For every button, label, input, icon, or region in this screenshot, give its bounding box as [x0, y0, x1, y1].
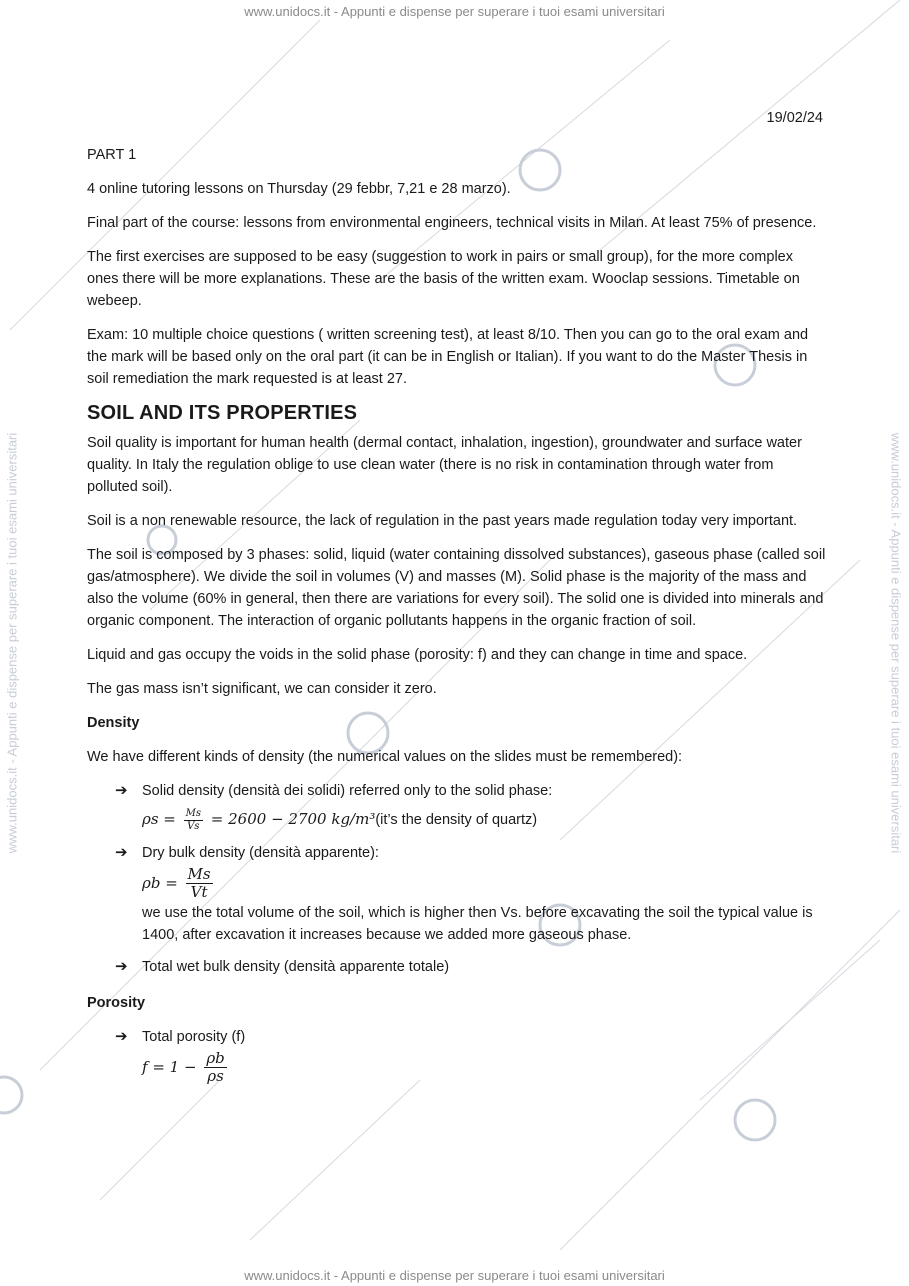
soil-paragraph: Liquid and gas occupy the voids in the solid phase (porosity: f) and they can change in time and space. — [87, 647, 748, 663]
density-heading: Density — [87, 715, 140, 731]
soil-paragraph: Soil quality is important for human health (dermal contact, inhalation, ingestion), groundwater and surface water quality. In Italy the regulation oblige to use clean water (there is no risk in contamination through water from polluted soil). — [87, 435, 802, 495]
watermark-header: www.unidocs.it - Appunti e dispense per superare i tuoi esami universitari — [244, 4, 665, 19]
intro-paragraph: Exam: 10 multiple choice questions ( written screening test), at least 8/10. Then you can go to the oral exam and the mark will be based only on the oral part (it can be in English or Italian). If you want to do the Master Thesis in soil remediation the mark requested is at least 27. — [87, 327, 809, 387]
solid-density-label: Solid density (densità dei solidi) referred only to the solid phase: — [142, 783, 553, 799]
arrow-right-icon: ➔ — [115, 844, 128, 861]
watermark-side-left: www.unidocs.it - Appunti e dispense per superare i tuoi esami universitari — [4, 432, 20, 854]
document-date: 19/02/24 — [766, 110, 823, 126]
list-item-dry-bulk-density — [111, 842, 827, 946]
porosity-heading: Porosity — [87, 994, 146, 1011]
fraction-numerator: ρb — [206, 1048, 225, 1067]
solid-density-formula — [142, 808, 827, 832]
dry-density-label: Dry bulk density (densità apparente): — [142, 845, 379, 861]
list-item-wet-bulk-density — [111, 956, 827, 978]
fraction-denominator: Vs — [187, 820, 200, 832]
formula-lhs: ρb = — [142, 873, 178, 892]
part-label: PART 1 — [87, 147, 137, 163]
density-intro: We have different kinds of density (the numerical values on the slides must be remembered): — [87, 749, 683, 765]
arrow-right-icon: ➔ — [115, 957, 128, 975]
fraction — [186, 866, 213, 902]
intro-paragraph: Final part of the course: lessons from environmental engineers, technical visits in Milan. At least 75% of presence. — [87, 215, 817, 231]
fraction-numerator: Ms — [185, 808, 202, 819]
porosity-list — [111, 1026, 827, 1086]
fraction-denominator: Vt — [190, 883, 208, 902]
document-body — [87, 144, 827, 1095]
fraction — [184, 808, 203, 832]
porosity-formula — [142, 1050, 827, 1086]
fraction-denominator: ρs — [207, 1066, 224, 1085]
total-porosity-label: Total porosity (f) — [142, 1028, 246, 1045]
formula-note: (it’s the density of quartz) — [375, 812, 538, 828]
intro-paragraph: 4 online tutoring lessons on Thursday (29 febbr, 7,21 e 28 marzo). — [87, 181, 511, 197]
formula-lhs: f = 1 − — [142, 1057, 197, 1076]
density-list — [111, 780, 827, 978]
list-item-solid-density — [111, 780, 827, 832]
formula-lhs: ρs = — [142, 810, 176, 828]
soil-paragraph: The soil is composed by 3 phases: solid, liquid (water containing dissolved substances), gaseous phase (called soil gas/atmosphere). We divide the soil in volumes (V) and masses (M). Solid phase is the majority of the mass and also the volume (60% in general, then there are variations for every soil). The solid one is divided into minerals and organic component. The interaction of organic pollutants happens in the organic fraction of soil. — [87, 547, 826, 629]
soil-paragraph: The gas mass isn’t significant, we can consider it zero. — [87, 681, 437, 697]
dry-density-formula — [142, 866, 827, 902]
formula-rhs: = 2600 − 2700 kg/m³ — [210, 810, 376, 828]
section-heading: SOIL AND ITS PROPERTIES — [87, 402, 358, 424]
watermark-side-right: www.unidocs.it - Appunti e dispense per superare i tuoi esami universitari — [888, 432, 904, 854]
soil-paragraph: Soil is a non renewable resource, the lack of regulation in the past years made regulation today very important. — [87, 513, 798, 529]
watermark-footer: www.unidocs.it - Appunti e dispense per superare i tuoi esami universitari — [244, 1268, 665, 1283]
fraction — [204, 1050, 226, 1086]
list-item-total-porosity — [111, 1026, 827, 1086]
fraction-numerator: Ms — [187, 865, 211, 883]
arrow-right-icon: ➔ — [115, 782, 128, 799]
arrow-right-icon: ➔ — [115, 1027, 128, 1045]
dry-density-note: we use the total volume of the soil, which is higher then Vs. before excavating the soil the typical value is 1400, after excavation it increases because we added more gaseous phase. — [142, 904, 813, 943]
intro-paragraph: The first exercises are supposed to be easy (suggestion to work in pairs or small group), for the more complex ones there will be more explanations. These are the basis of the written exam. Wooclap sessions. Timetable on webeep. — [87, 249, 800, 309]
wet-density-label: Total wet bulk density (densità apparente totale) — [142, 958, 450, 975]
